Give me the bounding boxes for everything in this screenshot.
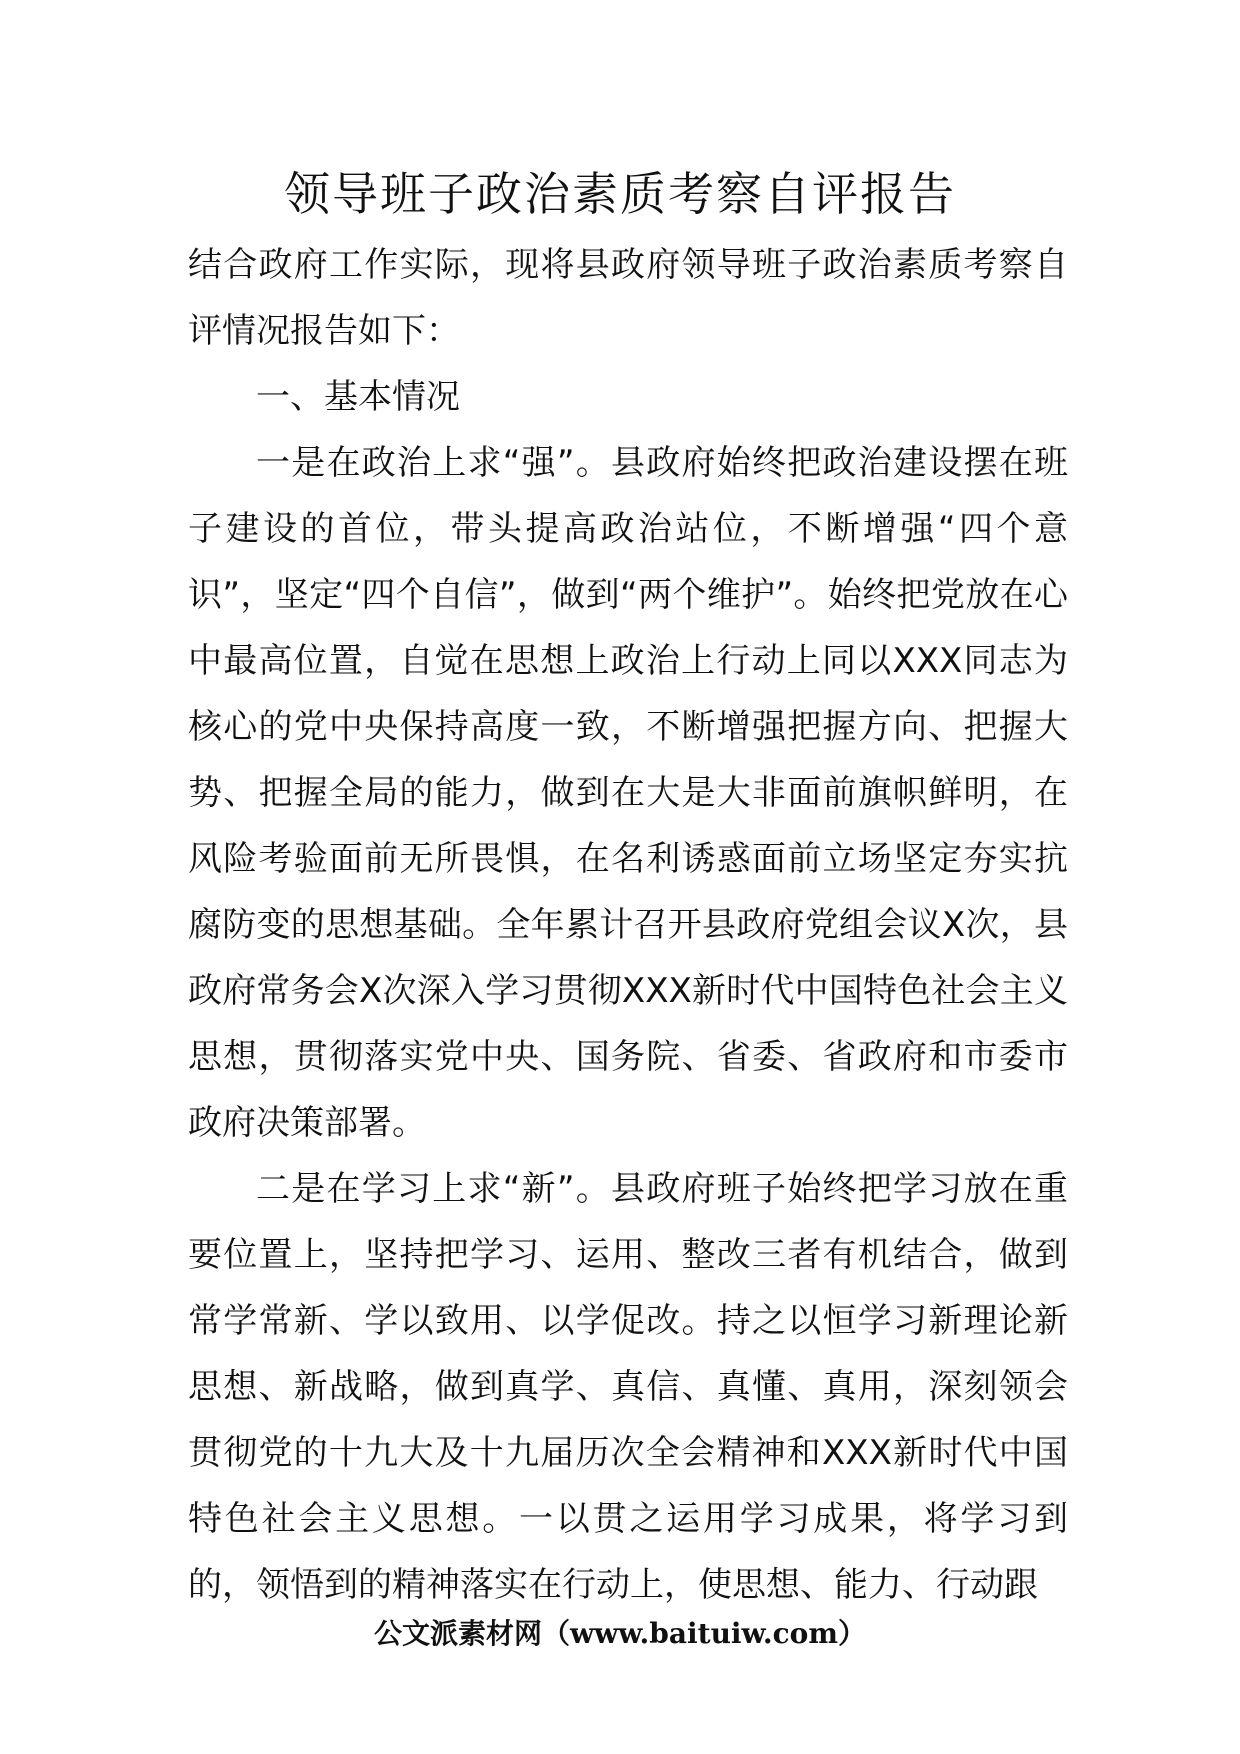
paragraph-intro: 结合政府工作实际，现将县政府领导班子政治素质考察自评情况报告如下： (188, 245, 1068, 351)
section-heading-basic-situation: 一、基本情况 (256, 377, 460, 417)
paragraph-study: 二是在学习上求“新”。县政府班子始终把学习放在重要位置上，坚持把学习、运用、整改三者有机结合，做到常学常新、学以致用、以学促改。持之以恒学习新理论新思想、新战略，做到真学、真信、真懂、真用，深刻领会贯彻党的十九大及十九届历次全会精神和XXX新时代中国特色社会主义思想。一以贯之运用学习成果，将学习到的，领悟到的精神落实在行动上，使思想、能力、行动跟 (188, 1169, 1068, 1605)
document-title: 领导班子政治素质考察自评报告 (284, 167, 956, 221)
document-body (188, 232, 1068, 1618)
footer-watermark: 公文派素材网（www.baituiw.com） (374, 1617, 866, 1650)
paragraph-politics: 一是在政治上求“强”。县政府始终把政治建设摆在班子建设的首位，带头提高政治站位，不断增强“四个意识”，坚定“四个自信”，做到“两个维护”。始终把党放在心中最高位置，自觉在思想上政治上行动上同以XXX同志为核心的党中央保持高度一致，不断增强把握方向、把握大势、把握全局的能力，做到在大是大非面前旗帜鲜明，在风险考验面前无所畏惧，在名利诱惑面前立场坚定夯实抗腐防变的思想基础。全年累计召开县政府党组会议X次，县政府常务会X次深入学习贯彻XXX新时代中国特色社会主义思想，贯彻落实党中央、国务院、省委、省政府和市委市政府决策部署。 (188, 443, 1068, 1143)
